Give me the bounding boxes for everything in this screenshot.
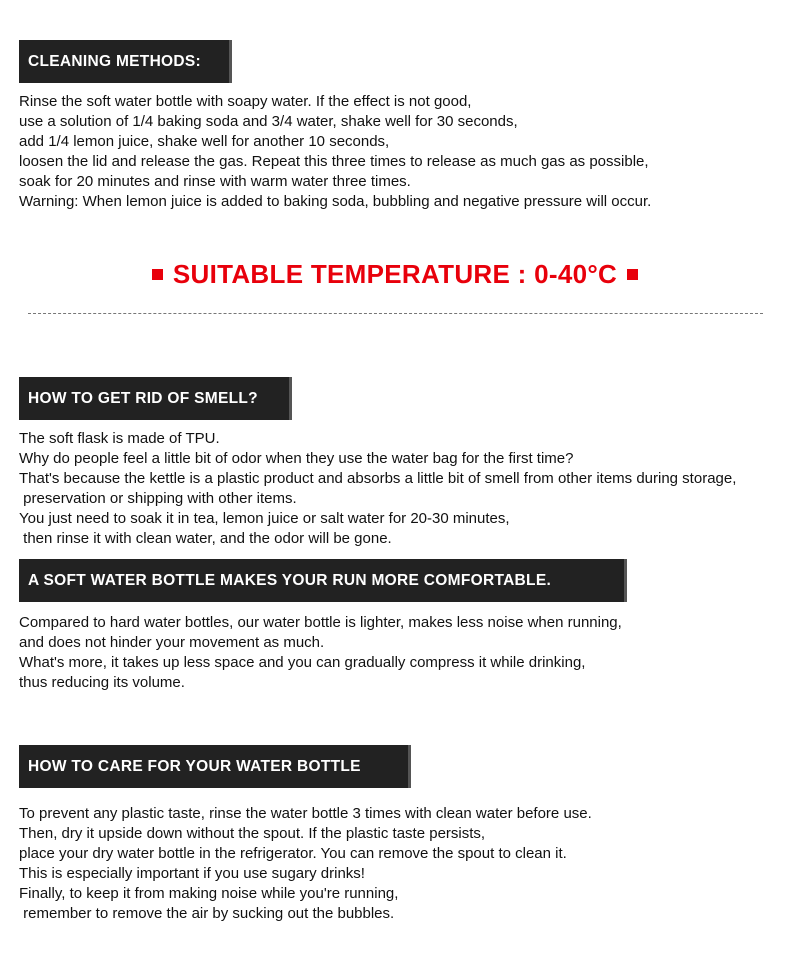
text-line: Warning: When lemon juice is added to baking soda, bubbling and negative pressure will occur. (19, 193, 652, 210)
text-line: Then, dry it upside down without the spout. If the plastic taste persists, (19, 825, 486, 842)
text-line: That's because the kettle is a plastic product and absorbs a little bit of smell from other items during storage, (19, 470, 737, 487)
text-line: loosen the lid and release the gas. Repeat this three times to release as much gas as possible, (19, 153, 649, 170)
text-line: place your dry water bottle in the refrigerator. You can remove the spout to clean it. (19, 845, 567, 862)
red-square-icon (627, 269, 638, 280)
text-line: use a solution of 1/4 baking soda and 3/4 water, shake well for 30 seconds, (19, 113, 518, 130)
text-line: and does not hinder your movement as much. (19, 634, 325, 651)
text-line: To prevent any plastic taste, rinse the water bottle 3 times with clean water before use. (19, 805, 592, 822)
care-heading: HOW TO CARE FOR YOUR WATER BOTTLE (19, 745, 411, 788)
cleaning-methods-text (19, 92, 651, 212)
comfort-text (19, 613, 622, 693)
smell-heading: HOW TO GET RID OF SMELL? (19, 377, 292, 420)
smell-text (19, 429, 736, 549)
text-line: thus reducing its volume. (19, 674, 185, 691)
temperature-text: SUITABLE TEMPERATURE : 0-40°C (172, 259, 618, 289)
red-square-icon (152, 269, 163, 280)
text-line: This is especially important if you use sugary drinks! (19, 865, 365, 882)
text-line: The soft flask is made of TPU. (19, 430, 220, 447)
text-line: You just need to soak it in tea, lemon juice or salt water for 20-30 minutes, (19, 510, 510, 527)
text-line: preservation or shipping with other items. (19, 490, 297, 507)
text-line: Compared to hard water bottles, our water bottle is lighter, makes less noise when running, (19, 614, 622, 631)
text-line: soak for 20 minutes and rinse with warm water three times. (19, 173, 411, 190)
cleaning-methods-heading: CLEANING METHODS: (19, 40, 232, 83)
dashed-divider (28, 313, 763, 314)
text-line: add 1/4 lemon juice, shake well for another 10 seconds, (19, 133, 390, 150)
text-line: remember to remove the air by sucking out the bubbles. (19, 905, 395, 922)
text-line: Rinse the soft water bottle with soapy water. If the effect is not good, (19, 93, 472, 110)
text-line: then rinse it with clean water, and the odor will be gone. (19, 530, 392, 547)
text-line: What's more, it takes up less space and you can gradually compress it while drinking, (19, 654, 586, 671)
care-text (19, 804, 592, 924)
comfort-heading: A SOFT WATER BOTTLE MAKES YOUR RUN MORE COMFORTABLE. (19, 559, 627, 602)
text-line: Finally, to keep it from making noise while you're running, (19, 885, 399, 902)
temperature-banner (0, 259, 790, 290)
text-line: Why do people feel a little bit of odor when they use the water bag for the first time? (19, 450, 574, 467)
